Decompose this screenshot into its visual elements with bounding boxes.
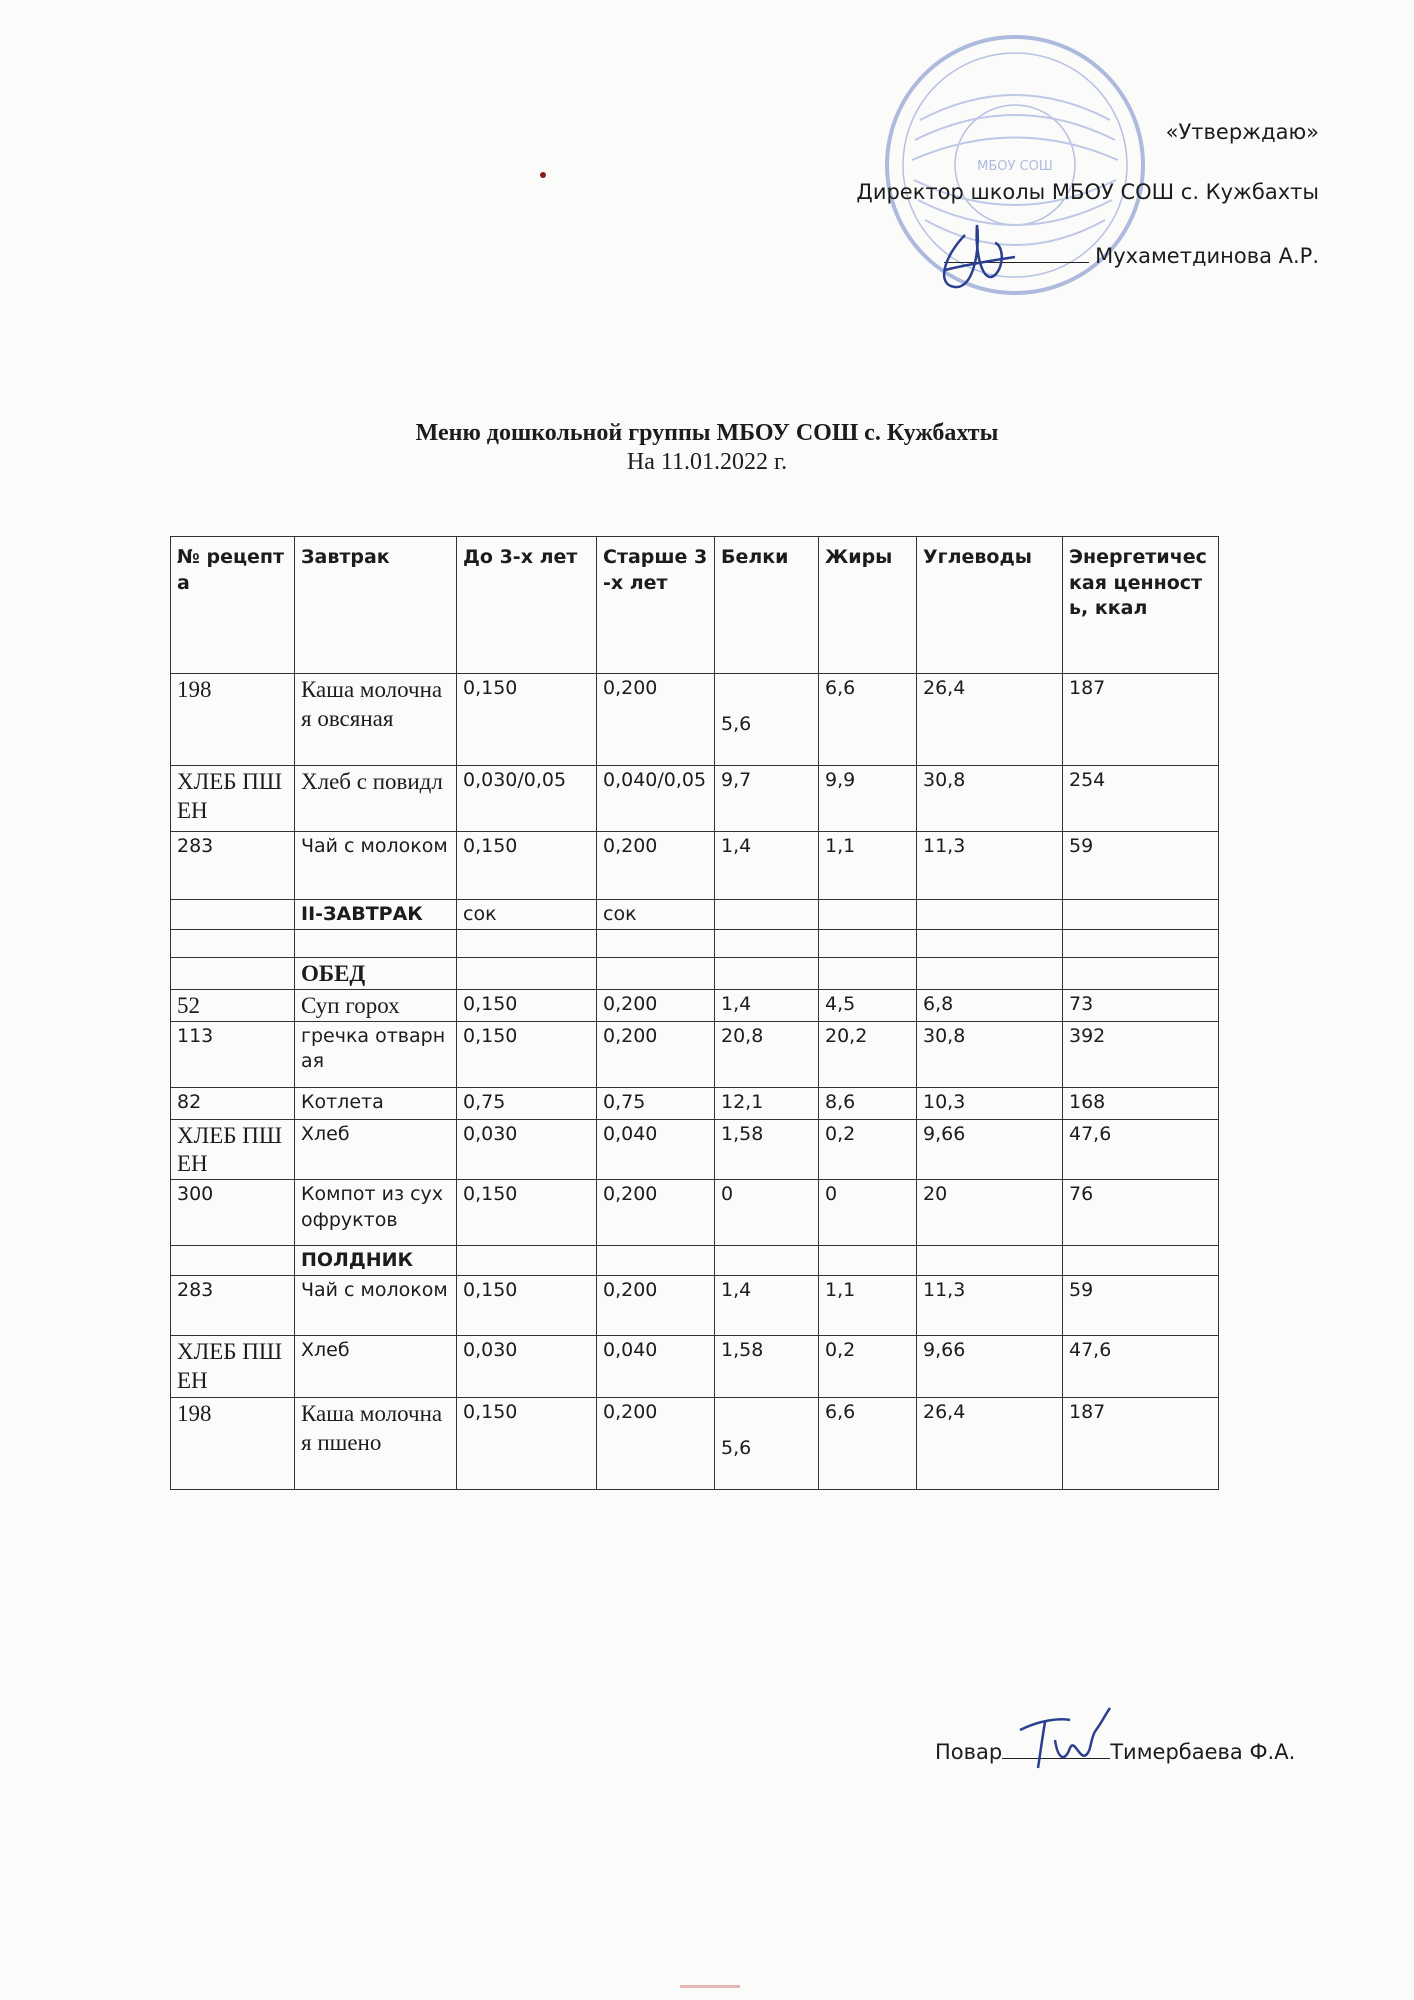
cell-recipe: 198 xyxy=(171,674,295,766)
cell-proteins: 12,1 xyxy=(715,1087,819,1119)
cell-carbs: 30,8 xyxy=(917,766,1063,832)
cell-proteins: 1,58 xyxy=(715,1336,819,1398)
cell-recipe: 300 xyxy=(171,1180,295,1246)
cell-carbs: 9,66 xyxy=(917,1119,1063,1180)
cell-fats xyxy=(819,930,917,958)
approval-heading: «Утверждаю» xyxy=(1165,120,1319,144)
cell-recipe xyxy=(171,930,295,958)
cell-over-3: 0,200 xyxy=(597,1276,715,1336)
cell-dish: гречка отварная xyxy=(295,1021,457,1087)
header-under-3: До 3-х лет xyxy=(457,537,597,674)
header-proteins: Белки xyxy=(715,537,819,674)
cell-energy: 392 xyxy=(1063,1021,1219,1087)
cell-carbs: 30,8 xyxy=(917,1021,1063,1087)
table-row xyxy=(171,674,1219,766)
cell-proteins xyxy=(715,930,819,958)
title-date: На 11.01.2022 г. xyxy=(626,449,788,475)
cell-recipe: ХЛЕБ ПШЕН xyxy=(171,1336,295,1398)
cell-over-3: 0,040 xyxy=(597,1336,715,1398)
table-row xyxy=(171,1119,1219,1180)
cell-fats: 4,5 xyxy=(819,989,917,1021)
cell-recipe: 52 xyxy=(171,989,295,1021)
cell-carbs: 11,3 xyxy=(917,832,1063,900)
cell-energy: 47,6 xyxy=(1063,1119,1219,1180)
cell-fats: 1,1 xyxy=(819,832,917,900)
cell-energy: 187 xyxy=(1063,1398,1219,1490)
cell-proteins: 9,7 xyxy=(715,766,819,832)
title-main: Меню дошкольной группы МБОУ СОШ с. Кужбахты xyxy=(415,420,999,446)
cell-recipe: 113 xyxy=(171,1021,295,1087)
cook-name: Тимербаева Ф.А. xyxy=(1110,1740,1296,1764)
cell-energy: 47,6 xyxy=(1063,1336,1219,1398)
red-mark xyxy=(680,1985,740,1988)
cell-under-3: 0,150 xyxy=(457,1276,597,1336)
cell-proteins: 0 xyxy=(715,1180,819,1246)
cell-fats: 0,2 xyxy=(819,1336,917,1398)
cell-dish: Котлета xyxy=(295,1087,457,1119)
cell-over-3: 0,200 xyxy=(597,1180,715,1246)
cell-fats: 0 xyxy=(819,1180,917,1246)
cell-fats xyxy=(819,958,917,990)
table-row-second-breakfast xyxy=(171,900,1219,930)
header-recipe-number: № рецепта xyxy=(171,537,295,674)
cell-dish: Чай с молоком xyxy=(295,1276,457,1336)
cell-dish: Хлеб с повидл xyxy=(295,766,457,832)
cell-over-3 xyxy=(597,958,715,990)
cell-over-3: 0,200 xyxy=(597,832,715,900)
table-row-snack xyxy=(171,1246,1219,1276)
cell-dish: Каша молочная пшено xyxy=(295,1398,457,1490)
cell-energy: 73 xyxy=(1063,989,1219,1021)
table-row xyxy=(171,1087,1219,1119)
cell-under-3: 0,75 xyxy=(457,1087,597,1119)
cell-carbs xyxy=(917,1246,1063,1276)
cell-dish: Хлеб xyxy=(295,1119,457,1180)
cell-dish: Чай с молоком xyxy=(295,832,457,900)
cell-under-3: 0,150 xyxy=(457,832,597,900)
header-fats: Жиры xyxy=(819,537,917,674)
cook-label: Повар xyxy=(935,1740,1003,1764)
cell-under-3: 0,030/0,05 xyxy=(457,766,597,832)
cell-energy: 254 xyxy=(1063,766,1219,832)
cell-under-3 xyxy=(457,930,597,958)
table-header-row xyxy=(171,537,1219,674)
director-signature xyxy=(925,215,1025,305)
cell-dish: Компот из сухофруктов xyxy=(295,1180,457,1246)
cell-dish xyxy=(295,930,457,958)
cell-over-3: 0,040 xyxy=(597,1119,715,1180)
cell-energy xyxy=(1063,958,1219,990)
cell-under-3: 0,150 xyxy=(457,989,597,1021)
cell-carbs xyxy=(917,930,1063,958)
cook-signature xyxy=(1010,1700,1130,1780)
cell-under-3: 0,150 xyxy=(457,1021,597,1087)
cell-proteins: 5,6 xyxy=(715,674,819,766)
cell-over-3: 0,75 xyxy=(597,1087,715,1119)
cell-fats xyxy=(819,1246,917,1276)
cell-under-3: сок xyxy=(457,900,597,930)
menu-table xyxy=(170,536,1219,1490)
cell-recipe xyxy=(171,1246,295,1276)
cell-carbs xyxy=(917,900,1063,930)
table-row xyxy=(171,832,1219,900)
cell-carbs xyxy=(917,958,1063,990)
cell-under-3 xyxy=(457,1246,597,1276)
cell-energy: 187 xyxy=(1063,674,1219,766)
cell-dish: Каша молочная овсяная xyxy=(295,674,457,766)
cell-fats: 1,1 xyxy=(819,1276,917,1336)
table-row-empty xyxy=(171,930,1219,958)
cell-carbs: 11,3 xyxy=(917,1276,1063,1336)
cell-fats: 0,2 xyxy=(819,1119,917,1180)
cell-carbs: 20 xyxy=(917,1180,1063,1246)
document-title xyxy=(0,420,1414,476)
cell-proteins xyxy=(715,1246,819,1276)
cell-energy: 59 xyxy=(1063,832,1219,900)
cell-under-3 xyxy=(457,958,597,990)
cell-proteins: 20,8 xyxy=(715,1021,819,1087)
cell-over-3 xyxy=(597,1246,715,1276)
cell-energy xyxy=(1063,930,1219,958)
cell-proteins: 5,6 xyxy=(715,1398,819,1490)
cell-over-3: 0,200 xyxy=(597,989,715,1021)
cell-recipe: ХЛЕБ ПШЕН xyxy=(171,1119,295,1180)
cell-under-3: 0,030 xyxy=(457,1336,597,1398)
cell-over-3: сок xyxy=(597,900,715,930)
director-title: Директор школы МБОУ СОШ с. Кужбахты xyxy=(856,180,1319,204)
cell-dish: Хлеб xyxy=(295,1336,457,1398)
cell-proteins: 1,4 xyxy=(715,1276,819,1336)
cell-energy xyxy=(1063,1246,1219,1276)
svg-text:МБОУ СОШ: МБОУ СОШ xyxy=(977,159,1053,174)
header-breakfast: Завтрак xyxy=(295,537,457,674)
cell-fats: 20,2 xyxy=(819,1021,917,1087)
cell-energy: 76 xyxy=(1063,1180,1219,1246)
table-row-lunch xyxy=(171,958,1219,990)
cell-over-3: 0,200 xyxy=(597,1021,715,1087)
cell-carbs: 26,4 xyxy=(917,1398,1063,1490)
ink-dot xyxy=(540,172,546,178)
cell-carbs: 26,4 xyxy=(917,674,1063,766)
table-row xyxy=(171,1398,1219,1490)
cell-fats: 9,9 xyxy=(819,766,917,832)
table-row xyxy=(171,989,1219,1021)
cell-energy: 168 xyxy=(1063,1087,1219,1119)
cell-energy xyxy=(1063,900,1219,930)
cell-carbs: 6,8 xyxy=(917,989,1063,1021)
header-over-3: Старше 3-х лет xyxy=(597,537,715,674)
cell-recipe: ХЛЕБ ПШЕН xyxy=(171,766,295,832)
table-row xyxy=(171,1276,1219,1336)
cell-recipe: 283 xyxy=(171,832,295,900)
cell-over-3: 0,200 xyxy=(597,674,715,766)
cell-recipe xyxy=(171,900,295,930)
section-afternoon-snack: ПОЛДНИК xyxy=(295,1246,457,1276)
cell-fats: 6,6 xyxy=(819,674,917,766)
table-row xyxy=(171,1021,1219,1087)
cell-fats: 8,6 xyxy=(819,1087,917,1119)
cell-over-3: 0,200 xyxy=(597,1398,715,1490)
cell-carbs: 9,66 xyxy=(917,1336,1063,1398)
cell-under-3: 0,030 xyxy=(457,1119,597,1180)
header-energy: Энергетическая ценность, ккал xyxy=(1063,537,1219,674)
cell-proteins: 1,4 xyxy=(715,832,819,900)
cell-recipe: 198 xyxy=(171,1398,295,1490)
cell-proteins: 1,4 xyxy=(715,989,819,1021)
cell-energy: 59 xyxy=(1063,1276,1219,1336)
section-lunch: ОБЕД xyxy=(295,958,457,990)
cell-recipe: 283 xyxy=(171,1276,295,1336)
director-name: Мухаметдинова А.Р. xyxy=(1095,244,1319,268)
cell-recipe xyxy=(171,958,295,990)
cell-fats: 6,6 xyxy=(819,1398,917,1490)
table-row xyxy=(171,1336,1219,1398)
cell-under-3: 0,150 xyxy=(457,1180,597,1246)
cell-over-3: 0,040/0,05 xyxy=(597,766,715,832)
section-second-breakfast: II-ЗАВТРАК xyxy=(295,900,457,930)
cell-over-3 xyxy=(597,930,715,958)
cell-under-3: 0,150 xyxy=(457,674,597,766)
cell-recipe: 82 xyxy=(171,1087,295,1119)
table-row xyxy=(171,766,1219,832)
cell-proteins: 1,58 xyxy=(715,1119,819,1180)
cell-dish: Суп горох xyxy=(295,989,457,1021)
cell-under-3: 0,150 xyxy=(457,1398,597,1490)
table-row xyxy=(171,1180,1219,1246)
cell-carbs: 10,3 xyxy=(917,1087,1063,1119)
cell-proteins xyxy=(715,900,819,930)
cell-proteins xyxy=(715,958,819,990)
cell-fats xyxy=(819,900,917,930)
header-carbs: Углеводы xyxy=(917,537,1063,674)
